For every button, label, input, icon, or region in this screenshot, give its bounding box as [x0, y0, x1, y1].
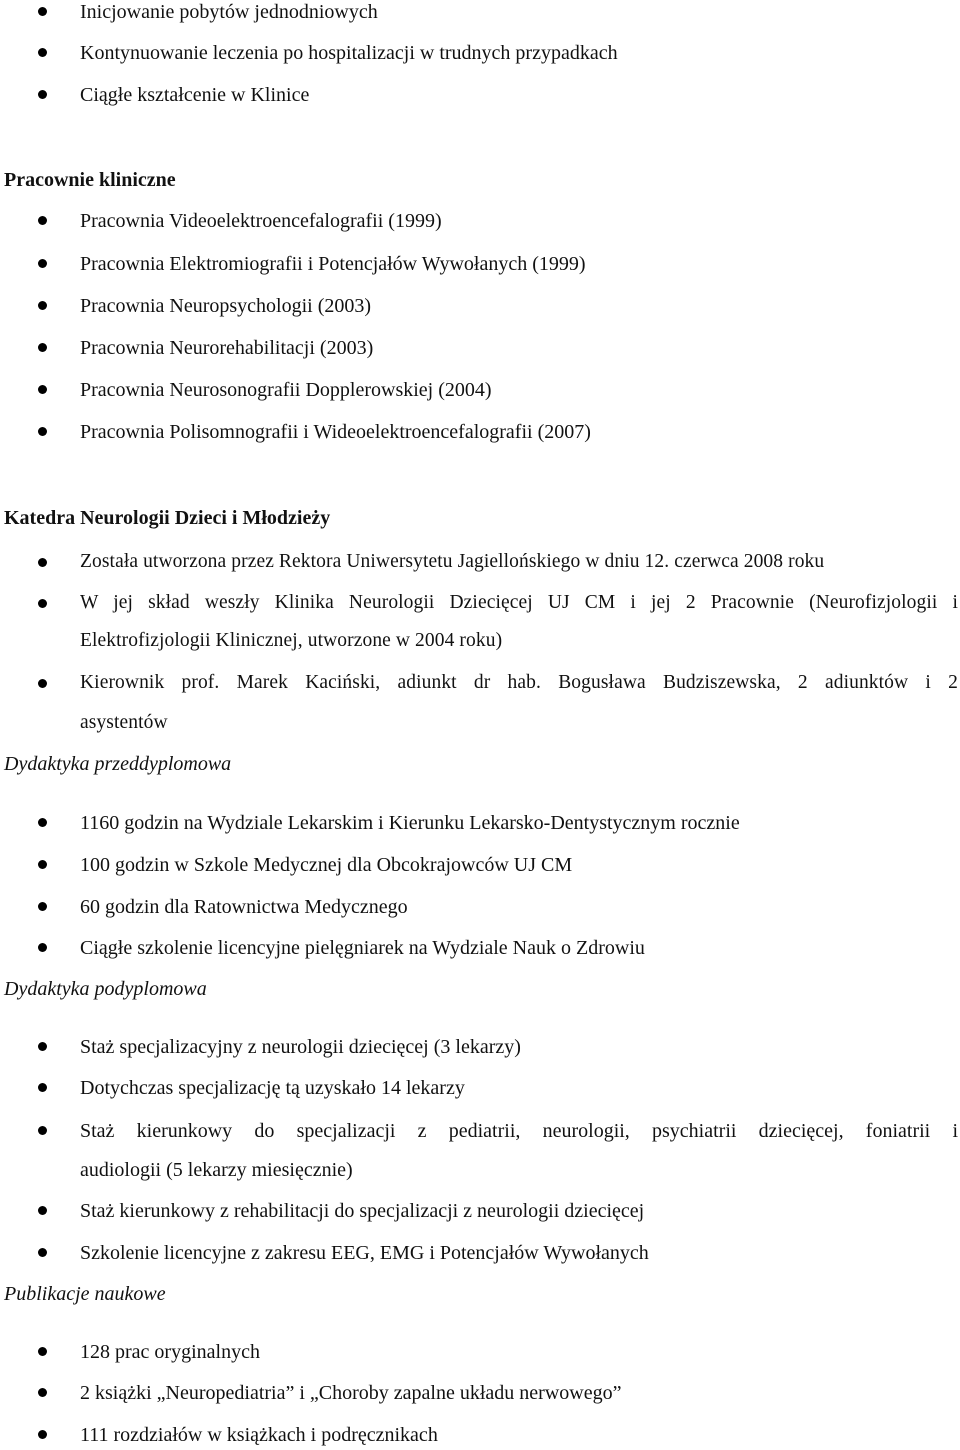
bullet-icon [38, 1083, 47, 1092]
list-item: 60 godzin dla Ratownictwa Medycznego [80, 896, 408, 918]
section-heading-publikacje: Publikacje naukowe [4, 1283, 166, 1305]
bullet-icon [38, 860, 47, 869]
list-item-continuation: Elektrofizjologii Klinicznej, utworzone w 2004 roku) [80, 630, 503, 651]
bullet-icon [38, 7, 47, 16]
list-item: Staż kierunkowy do specjalizacji z pediatrii, neurologii, psychiatrii dziecięcej, foniatrii i [80, 1120, 958, 1142]
list-item: Inicjowanie pobytów jednodniowych [80, 1, 378, 23]
list-item-continuation: audiologii (5 lekarzy miesięcznie) [80, 1159, 353, 1181]
list-item: Pracownia Neuropsychologii (2003) [80, 295, 372, 317]
section-heading-podyplomowa: Dydaktyka podyplomowa [4, 978, 207, 1000]
list-item: Staż kierunkowy z rehabilitacji do specjalizacji z neurologii dziecięcej [80, 1200, 645, 1222]
list-item: Szkolenie licencyjne z zakresu EEG, EMG i Potencjałów Wywołanych [80, 1242, 649, 1264]
list-item: Pracownia Videoelektroencefalografii (1999) [80, 210, 442, 232]
bullet-icon [38, 943, 47, 952]
bullet-icon [38, 599, 47, 608]
bullet-icon [38, 1126, 47, 1135]
list-item: Dotychczas specjalizację tą uzyskało 14 lekarzy [80, 1077, 465, 1099]
list-item: Staż specjalizacyjny z neurologii dziecięcej (3 lekarzy) [80, 1036, 521, 1058]
list-item: Pracownia Neurorehabilitacji (2003) [80, 337, 374, 359]
bullet-icon [38, 558, 47, 567]
bullet-icon [38, 48, 47, 57]
bullet-icon [38, 216, 47, 225]
bullet-icon [38, 301, 47, 310]
bullet-icon [38, 1206, 47, 1215]
bullet-icon [38, 1388, 47, 1397]
list-item: Ciągłe kształcenie w Klinice [80, 84, 310, 106]
bullet-icon [38, 90, 47, 99]
bullet-icon [38, 385, 47, 394]
list-item-continuation: asystentów [80, 712, 168, 733]
list-item: 1160 godzin na Wydziale Lekarskim i Kierunku Lekarsko-Dentystycznym rocznie [80, 812, 740, 834]
bullet-icon [38, 1042, 47, 1051]
bullet-icon [38, 1347, 47, 1356]
list-item: Pracownia Polisomnografii i Wideoelektroencefalografii (2007) [80, 421, 591, 443]
list-item: W jej skład weszły Klinika Neurologii Dziecięcej UJ CM i jej 2 Pracownie (Neurofizjologii i [80, 592, 958, 613]
bullet-icon [38, 902, 47, 911]
list-item: Ciągłe szkolenie licencyjne pielęgniarek na Wydziale Nauk o Zdrowiu [80, 937, 645, 959]
list-item: Kierownik prof. Marek Kaciński, adiunkt dr hab. Bogusława Budziszewska, 2 adiunktów i 2 [80, 672, 958, 693]
list-item: 100 godzin w Szkole Medycznej dla Obcokrajowców UJ CM [80, 854, 573, 876]
section-heading-przeddyplomowa: Dydaktyka przeddyplomowa [4, 753, 232, 775]
list-item: 2 książki „Neuropediatria” i „Choroby zapalne układu nerwowego” [80, 1382, 622, 1404]
list-item: Pracownia Neurosonografii Dopplerowskiej (2004) [80, 379, 492, 401]
bullet-icon [38, 1248, 47, 1257]
list-item: 128 prac oryginalnych [80, 1341, 260, 1363]
bullet-icon [38, 818, 47, 827]
list-item: Została utworzona przez Rektora Uniwersytetu Jagiellońskiego w dniu 12. czerwca 2008 roku [80, 551, 825, 572]
bullet-icon [38, 259, 47, 268]
bullet-icon [38, 1430, 47, 1439]
list-item: Kontynuowanie leczenia po hospitalizacji w trudnych przypadkach [80, 42, 618, 64]
bullet-icon [38, 427, 47, 436]
list-item: 111 rozdziałów w książkach i podręcznikach [80, 1424, 438, 1446]
list-item: Pracownia Elektromiografii i Potencjałów Wywołanych (1999) [80, 253, 586, 275]
section-heading-pracownie: Pracownie kliniczne [4, 169, 176, 191]
bullet-icon [38, 343, 47, 352]
bullet-icon [38, 679, 47, 688]
section-heading-katedra: Katedra Neurologii Dzieci i Młodzieży [4, 507, 331, 529]
